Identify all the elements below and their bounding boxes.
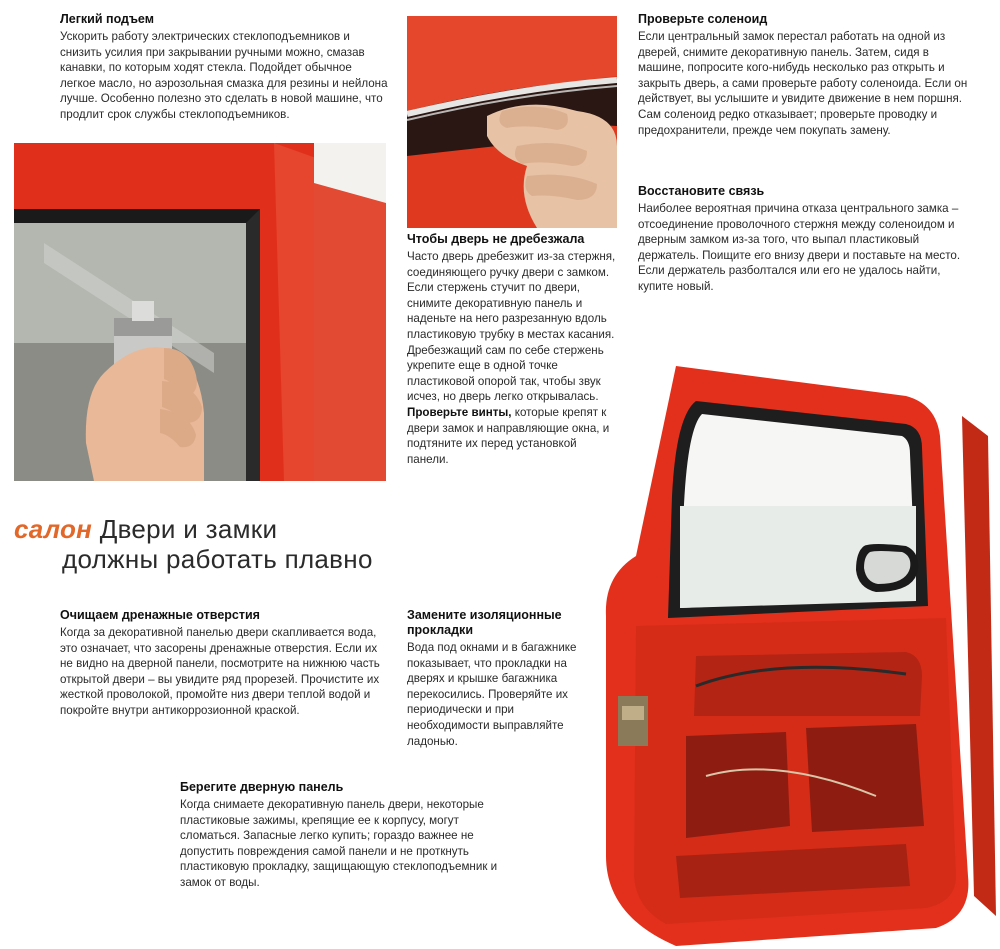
tip-solenoid-title: Проверьте соленоид: [638, 12, 768, 26]
tip-solenoid-text: Если центральный замок перестал работать на одной из дверей, снимите декоративную панель. Затем, сидя в машине, попросите кого-нибудь несколько раз открыть и закрыть дверь, а сами проверьте работу соленоида. Если он действует, вы услышите и увидите движение в нем поршня. Сам соленоид редко отказывает; проверьте проводку и предохранители, прежде чем покупать замену.: [638, 30, 968, 137]
section-rubric: салон: [14, 514, 93, 544]
tip-drain-text: Когда за декоративной панелью двери скапливается вода, это означает, что засорены дренажные отверстия. Если их не видно на дверной панели, посмотрите на нижнюю часть открытой двери – вы увидите ряд прорезей. Прочистите их жесткой проволокой, промойте низ двери теплой водой и покройте внутри антикоррозионной краской.: [60, 626, 380, 717]
tip-link-title: Восстановите связь: [638, 184, 765, 198]
tip-rattle: [407, 232, 619, 467]
tube-photo-illustration: [407, 16, 617, 228]
tip-panel-text: Когда снимаете декоративную панель двери, некоторые пластиковые зажимы, крепящие ее к корпусу, могут сломаться. Запасные легко купить; гораздо важнее не допустить повреждения самой панели и не проткнуть пластиковую прокладку, защищающую стеклоподъемник и замок от воды.: [180, 798, 498, 889]
tip-seals-title: Замените изоляционные прокладки: [407, 608, 562, 637]
photo-spraying-window-channel: [14, 143, 386, 481]
tip-solenoid: [638, 12, 968, 138]
door-photo-illustration: [576, 356, 1000, 946]
tip-drain-title: Очищаем дренажные отверстия: [60, 608, 260, 622]
tip-seals-text: Вода под окнами и в багажнике показывает, что прокладки на дверях и крышке багажника перекосились. Проверяйте их периодически и при необходимости выправляйте ладонью.: [407, 641, 577, 748]
tip-window-lift-text: Ускорить работу электрических стеклоподъемников и снизить усилия при закрывании ручными можно, смазав канавки, по которым ходят стекла. Подойдет обычное легкое масло, но аэрозольная смазка для резины и нейлона лучше. Особенно полезно это сделать в новой машине, что продлит срок службы стеклоподъемников.: [60, 30, 388, 121]
tip-panel-title: Берегите дверную панель: [180, 780, 344, 794]
tip-screws-lead: Проверьте винты,: [407, 405, 512, 419]
tip-drain: [60, 608, 390, 719]
tip-rattle-title: Чтобы дверь не дребезжала: [407, 232, 585, 246]
tip-window-lift-title: Легкий подъем: [60, 12, 154, 26]
tip-rattle-body: Часто дверь дребезжит из-за стержня, соединяющего ручку двери с замком. Если стержень стучит по двери, снимите декоративную панель и наденьте на него разрезанную вдоль пластиковую трубку в местах касания. Дребезжащий сам по себе стержень укрепите еще в одной точке пластиковой опорой так, чтобы звук исчез, но дверь легко открывалась.: [407, 250, 616, 404]
tip-window-lift: [60, 12, 390, 123]
tip-seals: [407, 608, 587, 749]
headline-line2: должны работать плавно: [62, 544, 373, 574]
photo-open-door-interior: [576, 356, 1000, 946]
tip-panel: [180, 780, 510, 891]
tip-link: [638, 184, 968, 295]
headline-line1: Двери и замки: [99, 514, 278, 544]
spray-photo-illustration: [14, 143, 386, 481]
tip-rattle-text: [407, 249, 619, 467]
tip-link-text: Наиболее вероятная причина отказа центрального замка – отсоединение проволочного стержня между соленоидом и дверным замком из-за того, что выпал пластиковый держатель. Поищите его внизу двери и поставьте на место. Если держатель разболтался или его не удалось найти, купите новый.: [638, 202, 961, 293]
tip-screws-text: которые крепят к двери замок и направляющие окна, и подтяните их перед установкой панели.: [407, 405, 610, 466]
section-headline: [14, 514, 373, 574]
photo-tube-on-rod: [407, 16, 617, 228]
